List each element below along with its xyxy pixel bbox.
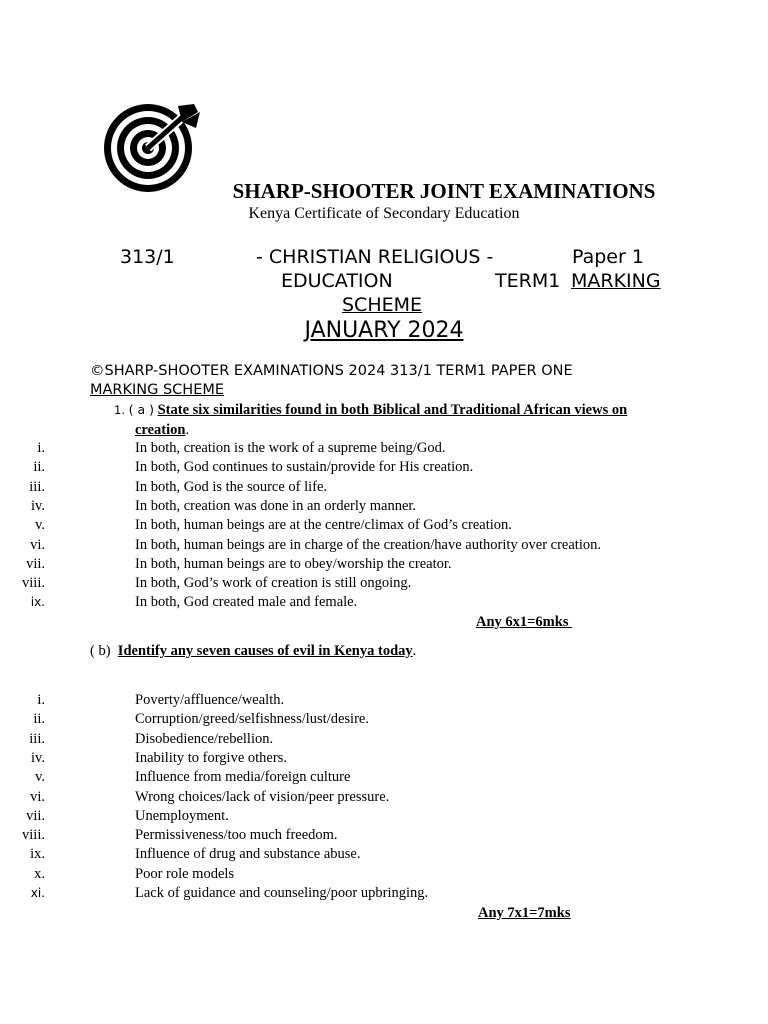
item-number: vii. [26,807,45,824]
item-number: vii. [26,555,45,572]
question-1a [114,400,674,440]
item-text: In both, God is the source of life. [135,478,328,495]
marking-scheme-label: MARKING SCHEME [90,382,225,398]
list-item [0,808,700,827]
item-number: viii. [22,575,45,592]
item-text: Corruption/greed/selfishness/lust/desire. [135,711,369,728]
list-item [0,731,700,750]
item-text: In both, human beings are in charge of the creation/have authority over creation. [135,536,601,553]
item-text: Poverty/affluence/wealth. [135,692,285,708]
item-number: v. [35,517,45,534]
scheme-label: SCHEME [342,294,423,316]
item-number: ii. [33,711,45,728]
item-text: In both, human beings are to obey/worship the creator. [135,555,452,572]
list-item [0,479,700,498]
item-text: Disobedience/rebellion. [135,730,274,747]
organization-title: SHARP-SHOOTER JOINT EXAMINATIONS [232,179,656,203]
item-number: vi. [30,536,45,553]
marks-allocation-1b: Any 7x1=7mks [478,905,571,921]
list-item [0,885,700,904]
subject-line-1: - CHRISTIAN RELIGIOUS - [256,246,494,268]
list-item [0,498,700,517]
paper-code: 313/1 [120,246,175,268]
item-text: Influence from media/foreign culture [135,769,351,786]
exam-date: JANUARY 2024 [304,318,464,343]
question-text-continued: creation [135,422,186,438]
item-number: i. [37,692,45,708]
copyright-line [90,362,690,400]
item-text: In both, God continues to sustain/provide for His creation. [135,459,474,476]
list-item [0,769,700,788]
marking-label: MARKING [571,270,661,292]
item-number: xi. [30,886,45,900]
marks-allocation-1a: Any 6x1=6mks [476,614,573,630]
list-item [0,827,700,846]
list-item [0,440,700,459]
list-item [0,537,700,556]
item-number: viii. [22,827,45,844]
item-text: Wrong choices/lack of vision/peer pressure. [135,788,390,805]
item-number: iv. [31,749,45,766]
item-text: Influence of drug and substance abuse. [135,846,361,863]
list-item [0,750,700,769]
subject-line-2: EDUCATION [281,270,393,292]
term-label: TERM1 [495,270,561,292]
list-item [0,789,700,808]
item-text: In both, God created male and female. [135,594,358,611]
list-item [0,575,700,594]
item-number: iii. [29,730,45,747]
item-number: v. [35,769,45,786]
item-text: Poor role models [135,865,235,882]
list-item [0,517,700,536]
item-text: In both, human beings are at the centre/climax of God’s creation. [135,517,512,534]
question-period: . [412,643,417,659]
item-number: vi. [30,788,45,805]
copyright-text: ©SHARP-SHOOTER EXAMINATIONS 2024 313/1 TERM1 PAPER ONE [90,363,573,379]
item-number: i. [37,440,45,456]
item-number: iii. [29,478,45,495]
paper-number: Paper 1 [572,246,644,268]
list-item [0,594,700,613]
question-number: 1. [114,403,125,417]
item-number: iv. [31,497,45,514]
list-item [0,556,700,575]
list-item [0,846,700,865]
list-item [0,711,700,730]
item-number: ix. [30,595,45,610]
item-number: ii. [33,459,45,476]
question-part-label: ( a ) [128,402,154,417]
question-text: State six similarities found in both Biblical and Traditional African views on [157,402,628,418]
list-item [0,459,700,478]
item-text: Unemployment. [135,807,229,824]
item-number: ix. [30,846,45,863]
question-period: . [185,422,190,438]
item-text: In both, creation was done in an orderly manner. [135,497,417,514]
item-text: Inability to forgive others. [135,749,287,766]
subtitle: Kenya Certificate of Secondary Education [248,205,520,222]
question-text: Identify any seven causes of evil in Kenya today [117,643,413,659]
item-text: In both, creation is the work of a supreme being/God. [135,440,446,456]
item-number: x. [34,865,45,882]
list-item [0,692,700,711]
question-part-label: ( b) [90,643,111,659]
item-text: In both, God’s work of creation is still ongoing. [135,575,412,592]
list-item [0,866,700,885]
item-text: Lack of guidance and counseling/poor upbringing. [135,885,429,901]
item-text: Permissiveness/too much freedom. [135,827,338,844]
question-1b [90,643,416,660]
